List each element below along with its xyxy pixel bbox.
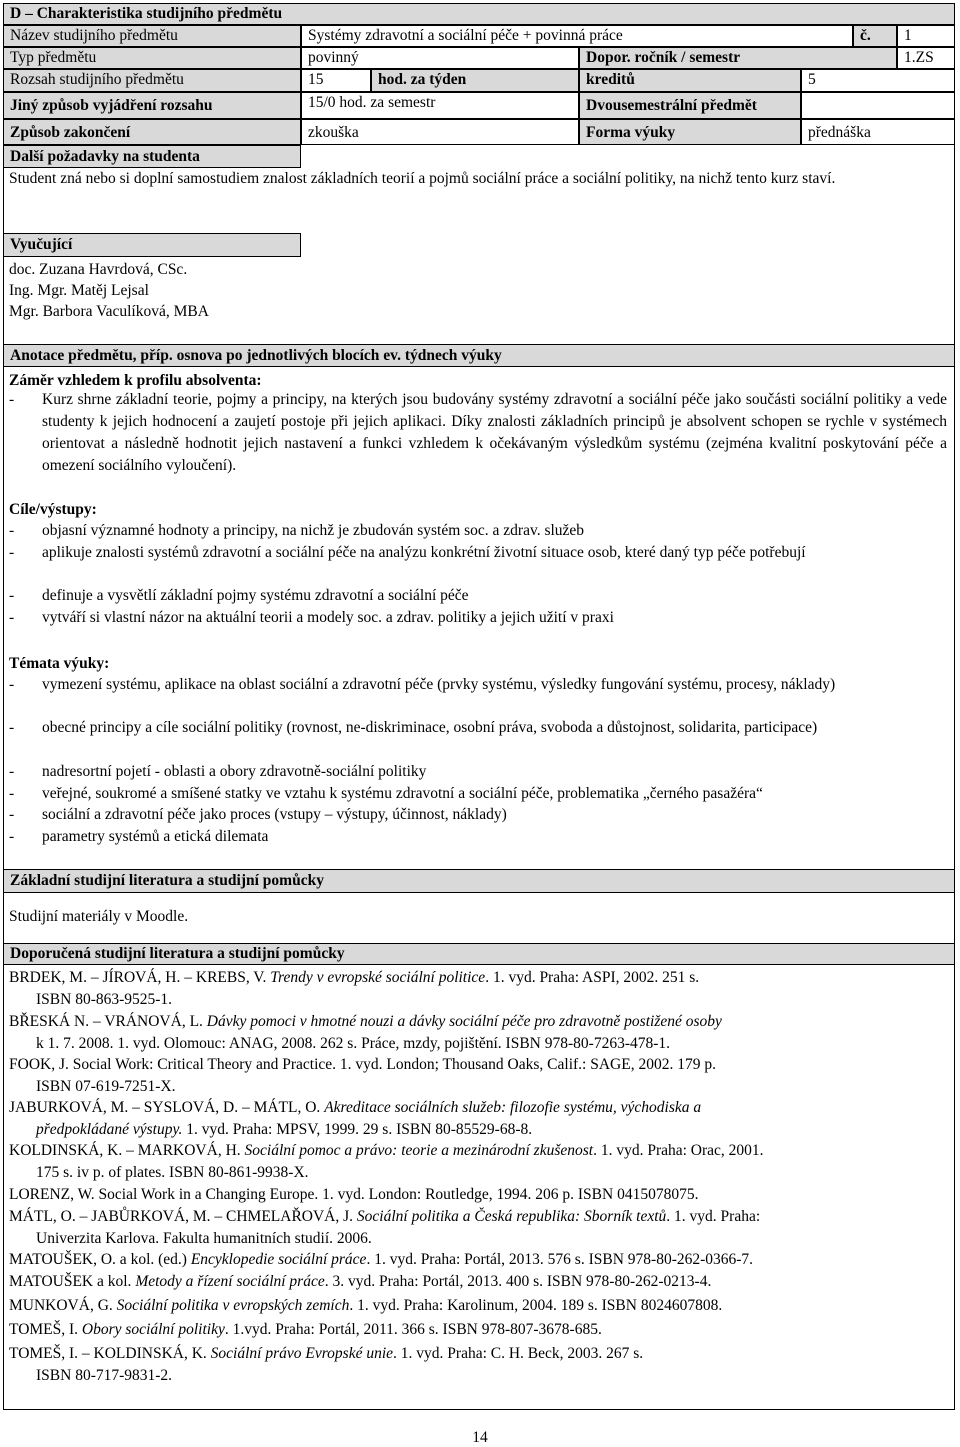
reference-authors: TOMEŠ, I. – KOLDINSKÁ, K. [9, 1345, 211, 1362]
zakladni-literatura-text: Studijní materiály v Moodle. [9, 908, 189, 925]
reference-authors: MATOUŠEK, O. a kol. (ed.) [9, 1251, 191, 1268]
temata-dash-5: - [9, 806, 15, 823]
dopor-value: 1.ZS [904, 49, 934, 66]
dvousem-label-cell [579, 92, 801, 119]
kredity-label: kreditů [586, 71, 635, 88]
reference-authors: MUNKOVÁ, G. [9, 1297, 117, 1314]
reference-11 [9, 1319, 939, 1341]
reference-authors: KOLDINSKÁ, K. – MARKOVÁ, H. [9, 1142, 245, 1159]
temata-text-6: parametry systémů a etická dilemata [42, 828, 269, 845]
dopor-value-cell [897, 47, 955, 69]
temata-item-2 [9, 717, 947, 739]
cile-item-4 [9, 607, 947, 629]
dalsi-pozadavky-text: Student zná nebo si doplní samostudiem znalost základních teorií a pojmů sociální práce a sociální politiky, na nichž tento kurz staví. [9, 170, 836, 187]
reference-title: Akreditace sociálních služeb: filozofie systému, východiska a [324, 1099, 702, 1116]
doporucena-literatura-label: Doporučená studijní literatura a studijní pomůcky [10, 945, 345, 962]
dalsi-pozadavky-header [3, 145, 301, 168]
reference-continuation: k 1. 7. 2008. 1. vyd. Olomouc: ANAG, 2008. 262 s. Práce, mzdy, pojištění. ISBN 978-80-7263-478-1. [36, 1035, 671, 1052]
cile-text-4: vytváří si vlastní názor na aktuální teorii a modely soc. a zdrav. politiky a jejich užití v praxi [42, 609, 614, 626]
vyucujici-name-3: Mgr. Barbora Vaculíková, MBA [9, 303, 209, 320]
reference-5 [9, 1140, 939, 1184]
jiny-label-cell [3, 92, 301, 119]
dopor-label-cell [579, 47, 897, 69]
zamer-heading: Záměr vzhledem k profilu absolventa: [9, 372, 262, 389]
temata-text-2: obecné principy a cíle sociální politiky (rovnost, ne-diskriminace, osobní práva, svoboda a důstojnost, solidarita, participace) [42, 719, 818, 736]
reference-10 [9, 1295, 939, 1317]
table-title-row [3, 3, 955, 25]
anotace-header [3, 344, 955, 367]
reference-title: Sociální politika v evropských zemích [116, 1297, 350, 1314]
dalsi-pozadavky-label: Další požadavky na studenta [10, 148, 200, 165]
zakonceni-value: zkouška [308, 124, 359, 141]
reference-details: . 3. vyd. Praha: Portál, 2013. 400 s. ISBN 978-80-262-0213-4. [324, 1273, 712, 1290]
typ-value: povinný [308, 49, 359, 66]
cislo-label-cell [853, 25, 897, 47]
table-title: D – Charakteristika studijního předmětu [10, 5, 283, 22]
jiny-label: Jiný způsob vyjádření rozsahu [10, 97, 213, 114]
reference-2 [9, 1011, 939, 1055]
temata-text-3: nadresortní pojetí - oblasti a obory zdravotně-sociální politiky [42, 763, 427, 780]
reference-continuation: Univerzita Karlova. Fakulta humanitních studií. 2006. [36, 1230, 372, 1247]
reference-title: Encyklopedie sociální práce [190, 1251, 367, 1268]
vyucujici-name-2: Ing. Mgr. Matěj Lejsal [9, 282, 149, 299]
reference-details: . 1. vyd. Praha: Karolinum, 2004. 189 s. ISBN 8024607808. [349, 1297, 723, 1314]
temata-item-6 [9, 826, 947, 848]
reference-7 [9, 1206, 939, 1250]
cile-dash-1: - [9, 522, 15, 539]
cile-heading: Cíle/výstupy: [9, 501, 97, 518]
temata-dash-4: - [9, 785, 15, 802]
temata-dash-1: - [9, 676, 15, 693]
reference-authors: MATOUŠEK a kol. [9, 1273, 136, 1290]
page-number: 14 [472, 1429, 488, 1446]
nazev-value: Systémy zdravotní a sociální péče + povinná práce [308, 27, 623, 44]
hod-label-cell [371, 69, 579, 92]
forma-value: přednáška [808, 124, 871, 141]
typ-value-cell [301, 47, 579, 69]
reference-9 [9, 1271, 939, 1293]
temata-dash-6: - [9, 828, 15, 845]
reference-details: . 1. vyd. Praha: [666, 1208, 761, 1225]
rozsah-value-cell [301, 69, 371, 92]
cile-dash-4: - [9, 609, 15, 626]
reference-continuation: ISBN 80-717-9831-2. [36, 1367, 173, 1384]
reference-title: Sociální pomoc a právo: teorie a mezinárodní zkušenost [244, 1142, 594, 1159]
vyucujici-label: Vyučující [10, 236, 73, 253]
reference-title-cont: předpokládané výstupy. [36, 1121, 183, 1138]
zamer-dash: - [9, 391, 15, 408]
kredity-label-cell [579, 69, 801, 92]
reference-authors: JABURKOVÁ, M. – SYSLOVÁ, D. – MÁTL, O. [9, 1099, 325, 1116]
reference-authors: BRDEK, M. – JÍROVÁ, H. – KREBS, V. [9, 969, 271, 986]
temata-text-5: sociální a zdravotní péče jako proces (vstupy – výstupy, účinnost, náklady) [42, 806, 507, 823]
anotace-label: Anotace předmětu, příp. osnova po jednotlivých blocích ev. týdnech výuky [10, 347, 502, 364]
cislo-value: 1 [904, 27, 912, 44]
cile-dash-2: - [9, 544, 15, 561]
temata-text-4: veřejné, soukromé a smíšené statky ve vztahu k systému zdravotní a sociální péče, problematika „černého pasažéra“ [42, 785, 763, 802]
cile-item-3 [9, 585, 947, 607]
kredity-value: 5 [808, 71, 816, 88]
zakonceni-label: Způsob zakončení [10, 124, 131, 141]
reference-authors: BŘESKÁ N. – VRÁNOVÁ, L. [9, 1013, 207, 1030]
reference-continuation: 175 s. iv p. of plates. ISBN 80-861-9938-X. [36, 1164, 309, 1181]
temata-item-1 [9, 674, 947, 696]
reference-title: Metody a řízení sociální práce [135, 1273, 325, 1290]
temata-text-1: vymezení systému, aplikace na oblast sociální a zdravotní péče (prvky systému, výsledky fungování systému, procesy, náklady) [42, 676, 836, 693]
hod-label: hod. za týden [378, 71, 467, 88]
cile-dash-3: - [9, 587, 15, 604]
reference-title: Obory sociální politiky [81, 1321, 225, 1338]
typ-label: Typ předmětu [10, 49, 97, 66]
dvousem-value-cell [801, 92, 955, 119]
reference-3 [9, 1054, 939, 1098]
cile-text-2: aplikuje znalosti systémů zdravotní a sociální péče na analýzu konkrétní životní situace osob, které daný typ péče potřebují [42, 544, 806, 561]
temata-dash-2: - [9, 719, 15, 736]
zakonceni-label-cell [3, 119, 301, 145]
reference-title: Dávky pomoci v hmotné nouzi a dávky sociální péče pro zdravotně postižené osoby [206, 1013, 722, 1030]
cile-item-2 [9, 542, 947, 564]
reference-6 [9, 1184, 939, 1206]
zakladni-literatura-header [3, 869, 955, 893]
rozsah-label: Rozsah studijního předmětu [10, 71, 184, 88]
dopor-label: Dopor. ročník / semestr [586, 49, 741, 66]
zamer-text: Kurz shrne základní teorie, pojmy a principy, na kterých jsou budovány systémy zdravotní a sociální péče jako součásti sociální politiky a vede studenty k jejich hodnocení a zaujetí postoje při jejich aplikaci. Díky znalosti základních principů je absolvent schopen se rychle v systémech orientovat a následně hodnotit jejich nastavení a funkci vzhledem k očekávaným výsledkům systému (zejména kvalitní poskytování péče a omezení sociálního vyloučení). [42, 391, 947, 474]
rozsah-value: 15 [308, 71, 324, 88]
vyucujici-name-1: doc. Zuzana Havrdová, CSc. [9, 261, 188, 278]
nazev-value-cell [301, 25, 853, 47]
kredity-value-cell [801, 69, 955, 92]
temata-item-5 [9, 804, 947, 826]
forma-value-cell [801, 119, 955, 145]
reference-12 [9, 1343, 939, 1387]
zakonceni-value-cell [301, 119, 579, 145]
temata-item-4 [9, 783, 947, 805]
forma-label: Forma výuky [586, 124, 676, 141]
cile-text-3: definuje a vysvětlí základní pojmy systému zdravotní a sociální péče [42, 587, 469, 604]
cile-text-1: objasní významné hodnoty a principy, na nichž je zbudován systém soc. a zdrav. služeb [42, 522, 585, 539]
reference-details: . 1. vyd. Praha: Orac, 2001. [593, 1142, 764, 1159]
reference-title: Sociální právo Evropské unie [210, 1345, 394, 1362]
nazev-label: Název studijního předmětu [10, 27, 178, 44]
reference-8 [9, 1249, 939, 1271]
typ-label-cell [3, 47, 301, 69]
reference-details: . 1. vyd. Praha: C. H. Beck, 2003. 267 s. [393, 1345, 644, 1362]
dvousem-label: Dvousemestrální předmět [586, 97, 757, 114]
doporucena-literatura-header [3, 943, 955, 965]
reference-4 [9, 1097, 939, 1141]
nazev-label-cell [3, 25, 301, 47]
reference-authors: LORENZ, W. Social Work in a Changing Europe. 1. vyd. London: Routledge, 1994. 206 p. ISBN 0415078075. [9, 1186, 699, 1203]
reference-title: Sociální politika a Česká republika: Sborník textů [356, 1208, 667, 1225]
zamer-block [9, 389, 947, 477]
reference-continuation: 1. vyd. Praha: MPSV, 1999. 29 s. ISBN 80-85529-68-8. [182, 1121, 533, 1138]
reference-continuation: ISBN 80-863-9525-1. [36, 991, 173, 1008]
reference-authors: FOOK, J. Social Work: Critical Theory and Practice. 1. vyd. London; Thousand Oaks, Calif.: SAGE, 2002. 179 p. [9, 1056, 716, 1073]
reference-authors: TOMEŠ, I. [9, 1321, 82, 1338]
reference-details: . 1.vyd. Praha: Portál, 2011. 366 s. ISBN 978-807-3678-685. [224, 1321, 602, 1338]
temata-item-3 [9, 761, 947, 783]
rozsah-label-cell [3, 69, 301, 92]
vyucujici-header [3, 233, 301, 257]
reference-title: Trendy v evropské sociální politice [270, 969, 486, 986]
jiny-value: 15/0 hod. za semestr [308, 94, 436, 111]
reference-authors: MÁTL, O. – JABŮRKOVÁ, M. – CHMELAŘOVÁ, J. [9, 1208, 357, 1225]
temata-heading: Témata výuky: [9, 655, 110, 672]
cislo-value-cell [897, 25, 955, 47]
forma-label-cell [579, 119, 801, 145]
temata-dash-3: - [9, 763, 15, 780]
reference-1 [9, 967, 939, 1011]
reference-details: . 1. vyd. Praha: Portál, 2013. 576 s. ISBN 978-80-262-0366-7. [366, 1251, 754, 1268]
zakladni-literatura-label: Základní studijní literatura a studijní pomůcky [10, 872, 324, 889]
cislo-label: č. [860, 27, 871, 44]
cile-item-1 [9, 520, 947, 542]
jiny-value-cell [301, 92, 579, 119]
reference-continuation: ISBN 07-619-7251-X. [36, 1078, 176, 1095]
reference-details: . 1. vyd. Praha: ASPI, 2002. 251 s. [485, 969, 700, 986]
